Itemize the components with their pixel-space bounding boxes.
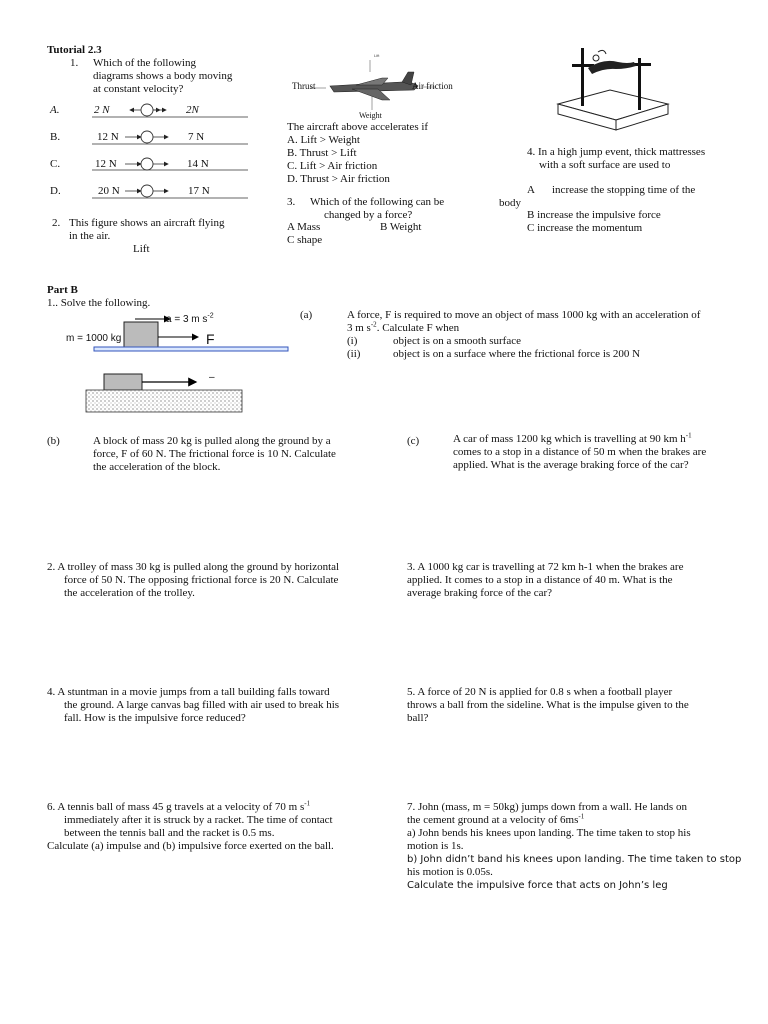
q1-number: 1. xyxy=(70,57,79,69)
option-right-force: 2N xyxy=(186,104,199,116)
q5-football-line: throws a ball from the sideline. What is the impulse given to the xyxy=(407,699,689,711)
q3-car-line: average braking force of the car? xyxy=(407,587,553,599)
q2-trolley-line: 2. A trolley of mass 30 kg is pulled along the ground by horizontal xyxy=(47,561,340,573)
accel-label xyxy=(166,314,214,326)
q7-line: a) John bends his knees upon landing. The time taken to stop his xyxy=(407,827,691,839)
option-right-force: 17 N xyxy=(188,185,210,197)
qa-line: A force, F is required to move an object of mass 1000 kg with an acceleration of xyxy=(347,309,701,321)
qa-line2-a: 3 m s xyxy=(347,322,371,334)
q7-line2 xyxy=(407,814,727,827)
qa-label: (a) xyxy=(300,309,313,321)
hj-q4-option-b[interactable]: B increase the impulsive force xyxy=(527,209,661,221)
q2-text xyxy=(69,217,224,243)
q3-number: 3. xyxy=(287,196,296,208)
qc-line: comes to a stop in a distance of 50 m when the brakes are xyxy=(453,446,707,458)
option-left-force: 20 N xyxy=(98,185,120,197)
aircraft-weight-label: Weight xyxy=(359,111,382,120)
option-right-force: 14 N xyxy=(187,158,209,170)
mass-label: m = 1000 kg xyxy=(66,333,122,344)
q3-text xyxy=(310,196,444,222)
hj-q4-line: with a soft surface are used to xyxy=(539,159,671,171)
q7-line: b) John didn’t band his knees upon landing. The time taken to stop xyxy=(407,854,742,865)
accel-text: a = 3 m s xyxy=(166,314,208,325)
qa-ii-text: object is on a surface where the frictional force is 200 N xyxy=(393,348,641,360)
q2-line: This figure shows an aircraft flying xyxy=(69,217,225,229)
qc-line1-a: A car of mass 1200 kg which is travelling at 90 km h xyxy=(453,433,686,445)
q7-line2-exp: -1 xyxy=(578,812,585,821)
q4-stuntman xyxy=(47,686,339,725)
aircraft-thrust-label: Thrust xyxy=(292,81,316,91)
q6-line1 xyxy=(47,801,334,814)
q3-line: Which of the following can be xyxy=(310,196,445,208)
q3-car xyxy=(407,561,683,600)
q6-tennis xyxy=(47,801,334,853)
qa-line2-b: . Calculate F when xyxy=(376,322,460,334)
q6-line: immediately after it is struck by a racket. The time of contact xyxy=(64,814,333,826)
qb-line: A block of mass 20 kg is pulled along the ground by a xyxy=(93,435,331,447)
option-text: increase the stopping time of the xyxy=(552,184,696,196)
diagram-a xyxy=(92,104,248,117)
qc-line: applied. What is the average braking force of the car? xyxy=(453,459,689,471)
aircraft-air-friction-label: Air friction xyxy=(412,81,453,91)
q5-football-line: ball? xyxy=(407,712,429,724)
qc-line1-exp: -1 xyxy=(685,431,692,440)
hj-q4-option-a[interactable] xyxy=(527,184,722,197)
option-left-force: 2 N xyxy=(94,104,110,116)
q4-stuntman-line: the ground. A large canvas bag filled with air used to break his xyxy=(64,699,340,711)
qc-line1 xyxy=(453,433,706,446)
q7-john xyxy=(407,801,742,892)
q6-line: between the tennis ball and the racket is 0.5 ms. xyxy=(64,827,275,839)
q2-line: in the air. xyxy=(69,230,111,242)
qc-label: (c) xyxy=(407,435,420,447)
hj-q4-line: 4. In a high jump event, thick mattresses xyxy=(527,146,706,158)
option-left-force: 12 N xyxy=(97,131,119,143)
qa-text xyxy=(347,309,727,335)
q3-option-a[interactable]: A Mass xyxy=(287,221,321,233)
qa-i-text: object is on a smooth surface xyxy=(393,335,521,347)
accel-exp: -2 xyxy=(207,312,214,320)
option-right-force: 7 N xyxy=(188,131,205,143)
q3-option-c[interactable]: C shape xyxy=(287,234,323,246)
part-b-intro: 1.. Solve the following. xyxy=(47,297,151,309)
force-dash-label: – xyxy=(209,372,215,383)
option-letter: A. xyxy=(50,104,60,116)
q6-last: Calculate (a) impulse and (b) impulsive force exerted on the ball. xyxy=(47,840,334,852)
q4-stuntman-line: 4. A stuntman in a movie jumps from a tall building falls toward xyxy=(47,686,330,698)
qa-line2 xyxy=(347,322,727,335)
qb-line: force, F of 60 N. The frictional force is 10 N. Calculate xyxy=(93,448,336,460)
q2-lift-label: Lift xyxy=(133,243,150,255)
q2-trolley xyxy=(47,561,339,600)
qb-label: (b) xyxy=(47,435,60,447)
option-letter: D. xyxy=(50,185,61,197)
q6-line1-exp: -1 xyxy=(304,799,311,808)
qb-text xyxy=(93,435,336,474)
hj-q4-option-a-cont: body xyxy=(499,197,521,209)
q6-line1-a: 6. A tennis ball of mass 45 g travels at a velocity of 70 m s xyxy=(47,801,305,813)
aircraft-option[interactable]: B. Thrust > Lift xyxy=(287,147,357,159)
q3-line: changed by a force? xyxy=(324,209,413,221)
q4-stuntman-line: fall. How is the impulsive force reduced? xyxy=(64,712,246,724)
qa-ii-label: (ii) xyxy=(347,348,361,360)
q3-option-b[interactable]: B Weight xyxy=(380,221,422,233)
q2-number: 2. xyxy=(52,217,61,229)
q7-line: motion is 1s. xyxy=(407,840,464,852)
aircraft-option[interactable]: D. Thrust > Air friction xyxy=(287,173,390,185)
q3-car-line: applied. It comes to a stop in a distance of 40 m. What is the xyxy=(407,574,673,586)
q7-line: 7. John (mass, m = 50kg) jumps down from a wall. He lands on xyxy=(407,801,687,813)
qa-line2-exp: -2 xyxy=(370,320,377,329)
part-b-title: Part B xyxy=(47,284,78,296)
q1-line: Which of the following xyxy=(93,57,196,69)
q7-line2-a: the cement ground at a velocity of 6ms xyxy=(407,814,579,826)
q2-trolley-line: force of 50 N. The opposing frictional force is 20 N. Calculate xyxy=(64,574,339,586)
option-letter: A xyxy=(527,184,535,196)
q1-line: diagrams shows a body moving xyxy=(93,70,233,82)
option-left-force: 12 N xyxy=(95,158,117,170)
diagram-c xyxy=(92,158,248,170)
q5-football-line: 5. A force of 20 N is applied for 0.8 s when a football player xyxy=(407,686,673,698)
diagram-b xyxy=(92,131,248,144)
hj-q4-option-c[interactable]: C increase the momentum xyxy=(527,222,643,234)
q3-car-line: 3. A 1000 kg car is travelling at 72 km h-1 when the brakes are xyxy=(407,561,684,573)
aircraft-question-text: The aircraft above accelerates if xyxy=(287,121,429,133)
qa-i-label: (i) xyxy=(347,335,358,347)
qb-line: the acceleration of the block. xyxy=(93,461,221,473)
aircraft-lift-label: Lift xyxy=(374,53,380,58)
q5-football xyxy=(407,686,689,725)
high-jump-illustration xyxy=(548,44,678,134)
hj-q4-text xyxy=(527,146,705,172)
part-b-figure xyxy=(0,300,300,420)
q7-line: Calculate the impulsive force that acts on John’s leg xyxy=(407,880,668,891)
q2-trolley-line: the acceleration of the trolley. xyxy=(64,587,195,599)
option-letter: C. xyxy=(50,158,61,170)
aircraft-option[interactable]: A. Lift > Weight xyxy=(287,134,360,146)
q1-line: at constant velocity? xyxy=(93,83,184,95)
tutorial-title: Tutorial 2.3 xyxy=(47,44,102,56)
force-f-label: F xyxy=(206,331,215,347)
aircraft-option[interactable]: C. Lift > Air friction xyxy=(287,160,378,172)
qc-text xyxy=(453,433,706,472)
aircraft-question xyxy=(287,121,428,186)
diagram-d xyxy=(92,185,248,198)
option-letter: B. xyxy=(50,131,61,143)
q7-line: his motion is 0.05s. xyxy=(407,866,493,878)
